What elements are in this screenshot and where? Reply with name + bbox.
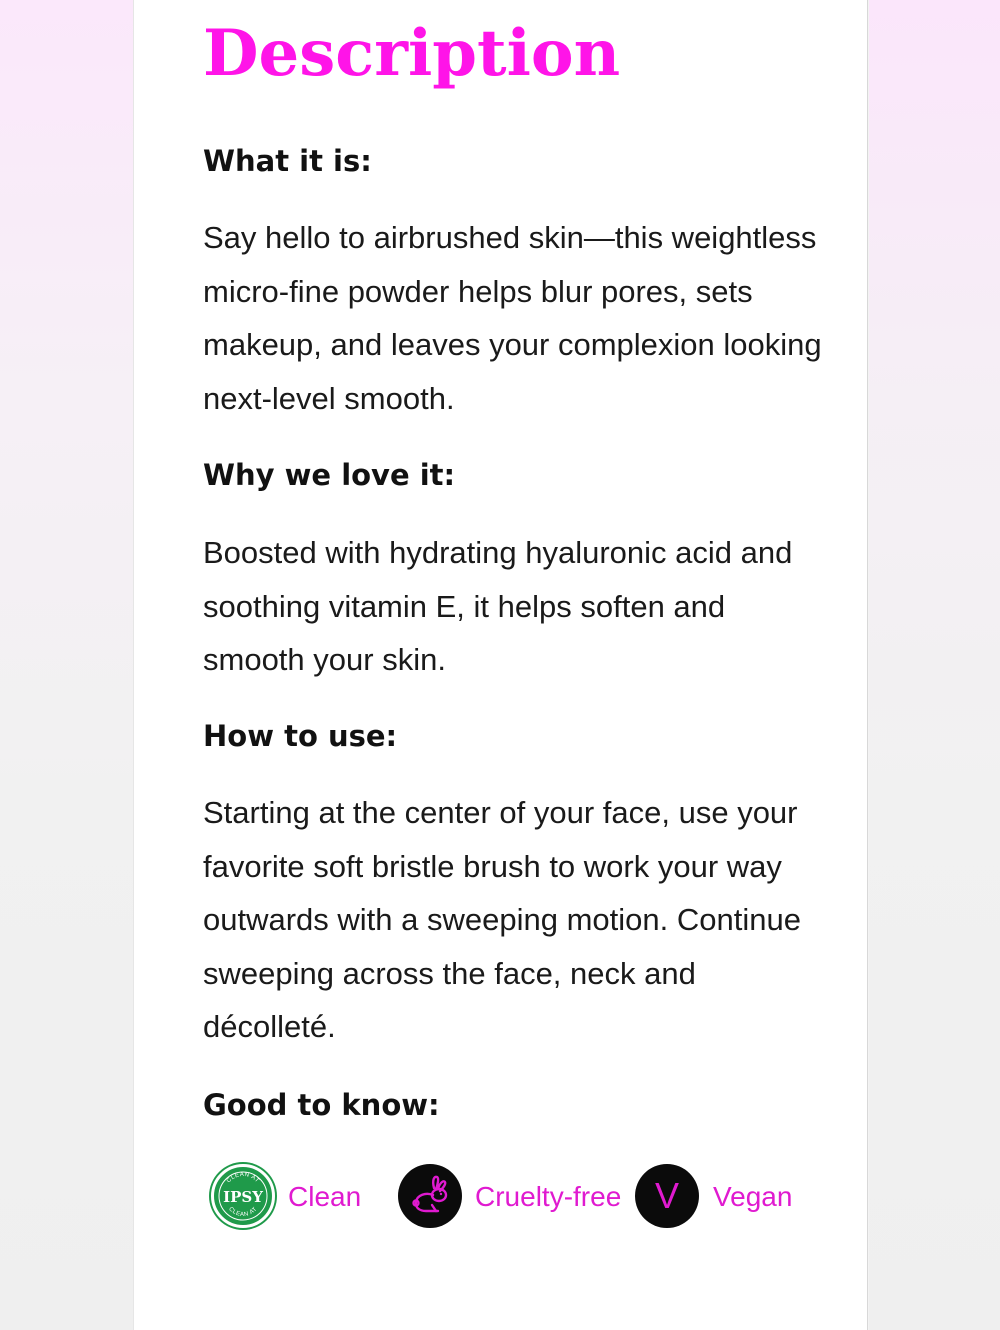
badge-label-vegan: Vegan [713, 1181, 793, 1212]
svg-text:CLEAN AT [227, 1206, 259, 1218]
page-title: Description [203, 16, 621, 91]
section-body-why-we-love-it: Boosted with hydrating hyaluronic acid and soothing vitamin E, it helps soften and smooth your skin. [203, 535, 793, 677]
badge-label-cruelty-free: Cruelty-free [475, 1181, 622, 1212]
badge-label-clean: Clean [288, 1181, 362, 1212]
section-body-what-it-is: Say hello to airbrushed skin—this weightless micro-fine powder helps blur pores, sets makeup, and leaves your complexion looking next-level smooth. [203, 220, 822, 416]
section-heading-how-to-use: How to use: [203, 719, 398, 753]
section-body-how-to-use: Starting at the center of your face, use your favorite soft bristle brush to work your way outwards with a sweeping motion. Continue sweeping across the face, neck and décolleté. [203, 795, 801, 1044]
seal-ring-text-top: CLEAN AT [225, 1171, 261, 1185]
page-background-right [869, 0, 1000, 1330]
section-heading-what-it-is: What it is: [203, 144, 372, 178]
seal-ring-text-bottom: CLEAN AT [227, 1206, 259, 1219]
svg-text:CLEAN AT [226, 1172, 260, 1184]
vegan-v-icon [635, 1164, 699, 1228]
section-heading-why-we-love-it: Why we love it: [203, 458, 456, 492]
page-background-left [0, 0, 133, 1330]
vegan-glyph: V [654, 1175, 680, 1216]
description-card [133, 0, 868, 1330]
seal-center-text: IPSY [223, 1188, 263, 1206]
attribute-badges [211, 1164, 811, 1232]
bunny-icon [398, 1164, 462, 1228]
section-heading-good-to-know: Good to know: [203, 1088, 440, 1122]
ipsy-clean-seal-icon [211, 1164, 275, 1228]
